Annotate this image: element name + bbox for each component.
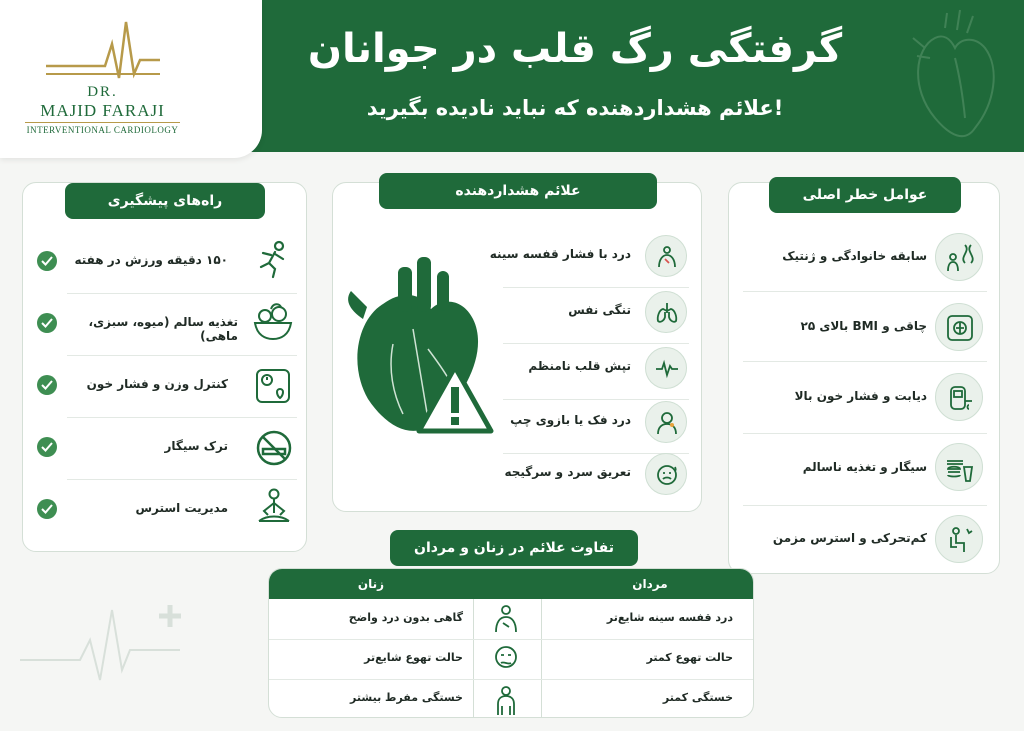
page-subtitle: علائم هشداردهنده که نباید نادیده بگیرید! bbox=[366, 96, 784, 120]
logo-text-name: MAJID FARAJI bbox=[40, 101, 165, 120]
row-divider bbox=[503, 399, 689, 400]
prevention-card bbox=[22, 182, 307, 552]
prevention-item-label: کنترل وزن و فشار خون bbox=[86, 377, 228, 391]
warning-item-label: تپش قلب نامنظم bbox=[528, 359, 631, 373]
row-divider bbox=[503, 343, 689, 344]
prevention-item-label: مدیریت استرس bbox=[135, 501, 228, 515]
check-icon bbox=[37, 375, 57, 395]
warnings-title: علائم هشداردهنده bbox=[379, 173, 657, 209]
dna-family-icon bbox=[935, 233, 983, 281]
prevention-title: راه‌های پیشگیری bbox=[65, 183, 265, 219]
logo-panel bbox=[0, 0, 262, 158]
check-icon bbox=[37, 313, 57, 333]
chest-pain-icon bbox=[645, 235, 687, 277]
sweating-dizzy-icon bbox=[645, 453, 687, 495]
table-row-divider bbox=[269, 639, 754, 640]
prevention-item-label: تغذیه سالم (میوه، سبزی، ماهی) bbox=[88, 315, 238, 343]
column-divider bbox=[473, 599, 474, 718]
meditation-icon bbox=[253, 487, 295, 529]
row-divider bbox=[67, 293, 297, 294]
warnings-card bbox=[332, 182, 702, 512]
sedentary-person-icon bbox=[935, 515, 983, 563]
check-icon bbox=[37, 437, 57, 457]
weight-scale-icon bbox=[253, 366, 293, 406]
check-icon bbox=[37, 251, 57, 271]
jaw-arm-pain-icon bbox=[645, 401, 687, 443]
page-title: گرفتگی رگ قلب در جوانان bbox=[307, 26, 843, 72]
prevention-item-label: ترک سیگار bbox=[164, 439, 228, 453]
row-divider bbox=[67, 355, 297, 356]
heartbeat-line-icon bbox=[645, 347, 687, 389]
logo-divider bbox=[25, 122, 180, 123]
row-divider bbox=[67, 479, 297, 480]
row-divider bbox=[743, 505, 987, 506]
warning-item-label: درد فک یا بازوی چپ bbox=[510, 413, 631, 427]
column-divider bbox=[541, 599, 542, 718]
row-divider bbox=[67, 417, 297, 418]
lungs-icon bbox=[645, 291, 687, 333]
warning-item-label: تعریق سرد و سرگیجه bbox=[504, 465, 631, 479]
table-cell-men: حالت تهوع کمتر bbox=[646, 651, 733, 664]
row-divider bbox=[503, 287, 689, 288]
table-cell-men: درد قفسه سینه شایع‌تر bbox=[606, 611, 733, 624]
no-smoking-icon bbox=[255, 429, 293, 467]
risk-item-label: چاقی و BMI بالای ۲۵ bbox=[800, 319, 927, 333]
heart-outline-decoration-icon bbox=[905, 8, 1005, 148]
table-cell-men: خستگی کمتر bbox=[662, 691, 733, 704]
risk-item-label: دیابت و فشار خون بالا bbox=[794, 389, 927, 403]
row-divider bbox=[743, 433, 987, 434]
ekg-logo-icon bbox=[20, 16, 185, 86]
warning-item-label: تنگی نفس bbox=[568, 303, 631, 317]
fatigue-person-icon bbox=[491, 684, 521, 716]
table-row-divider bbox=[269, 679, 754, 680]
nausea-face-icon bbox=[491, 644, 521, 674]
logo-text-specialty: INTERVENTIONAL CARDIOLOGY bbox=[26, 125, 179, 135]
risks-card bbox=[728, 182, 1000, 574]
logo-text-dr: DR. bbox=[87, 84, 118, 100]
men-column-header: مردان bbox=[632, 577, 668, 591]
table-cell-women: خستگی مفرط بیشتر bbox=[350, 691, 463, 704]
row-divider bbox=[743, 361, 987, 362]
cigarette-fastfood-icon bbox=[935, 443, 983, 491]
prevention-item-label: ۱۵۰ دقیقه ورزش در هفته bbox=[74, 253, 228, 267]
check-icon bbox=[37, 499, 57, 519]
salad-bowl-icon bbox=[251, 301, 295, 343]
warning-item-label: درد با فشار قفسه سینه bbox=[489, 247, 631, 261]
bmi-scale-icon bbox=[935, 303, 983, 351]
running-person-icon bbox=[253, 239, 293, 279]
ekg-decoration-icon bbox=[20, 590, 250, 700]
risk-item-label: سیگار و تغذیه ناسالم bbox=[802, 460, 927, 474]
women-column-header: زنان bbox=[357, 577, 385, 591]
comparison-table bbox=[268, 568, 754, 718]
table-cell-women: حالت تهوع شایع‌تر bbox=[364, 651, 463, 664]
risk-item-label: سابقه خانوادگی و ژنتیک bbox=[782, 249, 927, 263]
row-divider bbox=[743, 291, 987, 292]
glucose-meter-icon bbox=[935, 373, 983, 421]
table-cell-women: گاهی بدون درد واضح bbox=[348, 611, 463, 624]
comparison-title: تفاوت علائم در زنان و مردان bbox=[390, 530, 638, 566]
risks-title: عوامل خطر اصلی bbox=[769, 177, 961, 213]
risk-item-label: کم‌تحرکی و استرس مزمن bbox=[772, 531, 927, 545]
chest-pain-person-icon bbox=[491, 603, 521, 633]
